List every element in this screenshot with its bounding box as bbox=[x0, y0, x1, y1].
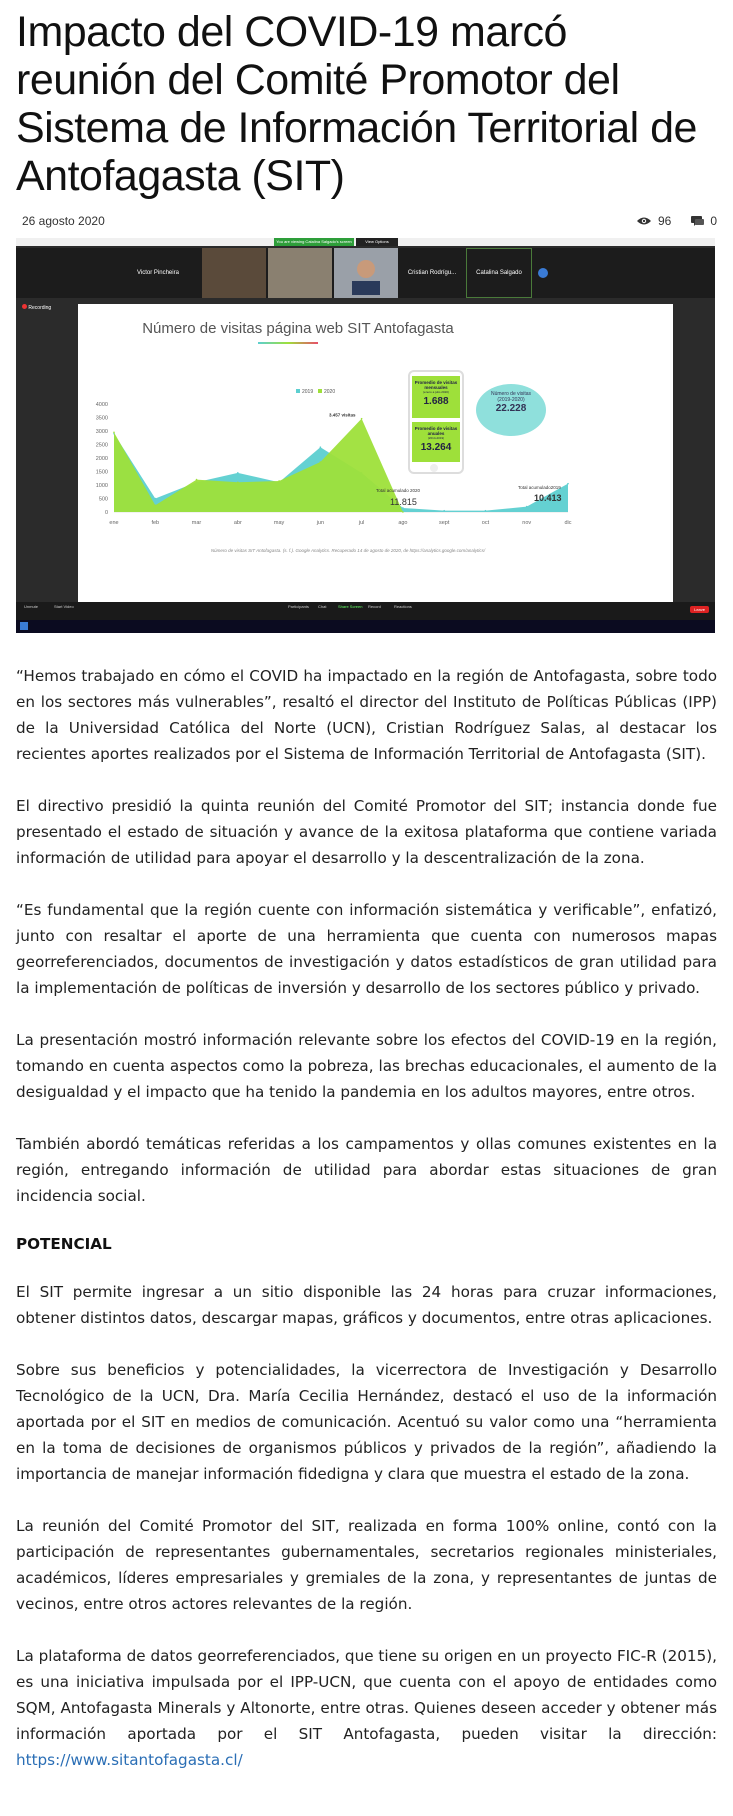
x-tick-label: dic bbox=[564, 520, 572, 526]
monthly-label: Promedio de visitas mensuales bbox=[414, 380, 458, 390]
start-video-button[interactable]: Start Video bbox=[54, 604, 74, 609]
annual-label: Promedio de visitas anuales bbox=[414, 426, 458, 436]
legend-label-2020: 2020 bbox=[324, 389, 336, 395]
paragraph: La reunión del Comité Promotor del SIT, realizada en forma 100% online, contó con la participación de representantes gubernamentales, secretarios regionales ministeriales, académicos, líderes empresariales y gremiales de la zona, y representantes de juntas de vecinos, entre otros actores relevantes de la región. bbox=[16, 1517, 717, 1613]
annual-sub: (2014-2019) bbox=[427, 436, 445, 440]
windows-start-icon[interactable] bbox=[20, 622, 28, 630]
participant-tile bbox=[202, 248, 266, 298]
section-heading: POTENCIAL bbox=[16, 1235, 112, 1253]
participants-button[interactable]: Participants bbox=[288, 604, 309, 609]
data-point-2019 bbox=[567, 483, 569, 485]
data-point-2020 bbox=[237, 482, 239, 484]
presentation-slide bbox=[78, 304, 673, 602]
data-point-2019 bbox=[526, 506, 528, 508]
participant-tile bbox=[268, 248, 332, 298]
data-point-2020 bbox=[320, 461, 322, 463]
data-point-2019 bbox=[154, 498, 156, 500]
views-count: 96 bbox=[657, 214, 672, 228]
total-2020-value: 11.815 bbox=[390, 497, 417, 507]
y-tick-label: 4000 bbox=[95, 402, 108, 408]
monthly-value: 1.688 bbox=[423, 396, 449, 407]
y-tick-label: 2500 bbox=[95, 442, 108, 449]
views-stat bbox=[636, 214, 671, 228]
data-point-2020 bbox=[278, 480, 280, 482]
leave-button[interactable]: Leave bbox=[690, 606, 709, 613]
participant-tile: Victor Pincheira bbox=[137, 270, 179, 276]
x-tick-label: feb bbox=[151, 520, 160, 526]
data-point-2020 bbox=[154, 504, 156, 506]
total-2019-value: 10.413 bbox=[534, 493, 562, 503]
bubble-label: Número de visitas bbox=[490, 391, 531, 397]
bubble-range: (2019-2020) bbox=[497, 397, 525, 403]
total-2019-label: Total acumulado2019 bbox=[518, 485, 561, 490]
bubble-value: 22.228 bbox=[495, 403, 527, 414]
x-tick-label: sept bbox=[438, 520, 450, 526]
chart-source: Número de visitas SIT Antofagasta. (s. f.). Google Analytics. Recuperado 14 de agosto de 2020, de https://analytics.google.com/analytics/ bbox=[210, 548, 486, 553]
unmute-button[interactable]: Unmute bbox=[24, 604, 39, 609]
eye-icon bbox=[636, 216, 652, 226]
y-tick-label: 1000 bbox=[95, 483, 108, 489]
visits-chart bbox=[78, 304, 673, 602]
record-button[interactable]: Record bbox=[368, 604, 381, 609]
sit-link[interactable]: https://www.sitantofagasta.cl/ bbox=[16, 1751, 243, 1769]
zoom-controls bbox=[16, 602, 715, 620]
data-point-2019 bbox=[402, 507, 404, 509]
data-point-2020 bbox=[113, 432, 115, 434]
zoom-titlebar bbox=[16, 238, 715, 246]
phone-button-icon bbox=[430, 464, 438, 472]
article-date: 26 agosto 2020 bbox=[22, 214, 105, 228]
article-title: Impacto del COVID-19 marcó reunión del Comité Promotor del Sistema de Información Territorial de Antofagasta (SIT) bbox=[16, 8, 697, 200]
chat-button[interactable]: Chat bbox=[318, 604, 327, 609]
paragraph: El SIT permite ingresar a un sitio disponible las 24 horas para cruzar informaciones, obtener distintos datos, descargar mapas, gráficos y documentos, entre otras aplicaciones. bbox=[16, 1283, 717, 1327]
legend-swatch-2020 bbox=[318, 389, 322, 393]
share-banner: You are viewing Catalina Salgado's screen bbox=[274, 238, 354, 246]
article-meta bbox=[22, 214, 717, 228]
data-point-2019 bbox=[237, 472, 239, 474]
share-screen-button[interactable]: Share Screen bbox=[338, 604, 363, 609]
article-body bbox=[16, 663, 717, 1773]
x-tick-label: may bbox=[273, 520, 285, 526]
more-participants-icon[interactable] bbox=[538, 268, 548, 278]
paragraph: El directivo presidió la quinta reunión del Comité Promotor del SIT; instancia donde fue presentado el estado de situación y avance de la exitosa plataforma que contiene variada información de utilidad para apoyar el desarrollo y la descentralización de la zona. bbox=[16, 797, 717, 867]
participant-tile: Cristian Rodrígu... bbox=[407, 270, 457, 276]
x-tick-label: jul bbox=[358, 520, 365, 526]
comments-stat[interactable] bbox=[691, 214, 717, 228]
video-strip bbox=[16, 248, 715, 298]
paragraph: “Es fundamental que la región cuente con información sistemática y verificable”, enfatizó, junto con resaltar el aporte de una herramienta que cuenta con numerosos mapas georreferenciados, documentos de investigación y datos estadísticos de gran utilidad para la implementación de políticas de inversión y desarrollo de los sectores público y privado. bbox=[16, 901, 717, 997]
annual-value: 13.264 bbox=[420, 442, 452, 453]
total-bubble bbox=[476, 384, 546, 436]
recording-indicator bbox=[22, 304, 51, 311]
y-tick-label: 0 bbox=[104, 510, 108, 516]
y-tick-label: 3000 bbox=[95, 429, 108, 435]
article-image bbox=[16, 238, 715, 633]
legend-label-2019: 2019 bbox=[302, 389, 314, 395]
peak-annotation: 3.457 visitas bbox=[329, 412, 356, 418]
data-point-2020 bbox=[361, 418, 363, 420]
x-tick-label: ene bbox=[109, 520, 119, 526]
y-tick-label: 3500 bbox=[95, 415, 108, 422]
participant-tile bbox=[334, 248, 398, 298]
y-tick-label: 1500 bbox=[95, 469, 108, 476]
participant-tile: Catalina Salgado bbox=[466, 248, 532, 298]
reactions-button[interactable]: Reactions bbox=[394, 604, 412, 609]
recording-label: Recording bbox=[28, 305, 52, 311]
x-tick-label: oct bbox=[481, 520, 490, 526]
comment-icon bbox=[691, 216, 704, 227]
view-options-button[interactable]: View Options bbox=[356, 238, 398, 246]
paragraph: Sobre sus beneficios y potencialidades, la vicerrectora de Investigación y Desarrollo Tecnológico de la UCN, Dra. María Cecilia Hernández, destacó el uso de la información aportada por el SIT en medios de comunicación. Acentuó su valor como una “herramienta en la toma de decisiones de organismos públicos y privados de la región”, añadiendo la importancia de manejar información fidedigna y clara que muestra el estado de la zona. bbox=[16, 1361, 717, 1483]
x-tick-label: jun bbox=[316, 520, 325, 526]
data-point-2020 bbox=[402, 511, 404, 513]
total-2020-label: Total acumulado 2020 bbox=[376, 488, 421, 493]
data-point-2019 bbox=[320, 446, 322, 448]
y-tick-label: 500 bbox=[98, 496, 108, 503]
paragraph: También abordó temáticas referidas a los campamentos y ollas comunes existentes en la región, entregando información de utilidad para abordar estas situaciones de gran incidencia social. bbox=[16, 1135, 717, 1205]
x-tick-label: ago bbox=[398, 520, 408, 526]
x-tick-label: abr bbox=[233, 520, 242, 526]
paragraph bbox=[16, 1643, 717, 1773]
paragraph: “Hemos trabajado en cómo el COVID ha impactado en la región de Antofagasta, sobre todo en los sectores más vulnerables”, resaltó el director del Instituto de Políticas Públicas (IPP) de la Universidad Católica del Norte (UCN), Cristian Rodríguez Salas, al destacar los recientes aportes realizados por el Sistema de Información Territorial de Antofagasta (SIT). bbox=[16, 667, 717, 763]
x-tick-label: nov bbox=[522, 520, 532, 526]
data-point-2020 bbox=[196, 479, 198, 481]
paragraph: La presentación mostró información relevante sobre los efectos del COVID-19 en la región, tomando en cuenta aspectos como la pobreza, las brechas educacionales, el aumento de la desigualdad y el impacto que ha tenido la pandemia en los adultos mayores, entre otros. bbox=[16, 1031, 717, 1101]
y-tick-label: 2000 bbox=[95, 456, 108, 462]
x-tick-label: mar bbox=[191, 520, 202, 526]
monthly-card bbox=[408, 370, 464, 474]
chart-title: Número de visitas página web SIT Antofagasta bbox=[142, 320, 454, 337]
windows-taskbar bbox=[16, 620, 715, 633]
comments-count: 0 bbox=[710, 214, 717, 228]
legend-swatch-2019 bbox=[296, 389, 300, 393]
data-point-2019 bbox=[443, 510, 445, 512]
monthly-sub: (enero a julio 2020) bbox=[423, 390, 449, 394]
data-point-2019 bbox=[485, 510, 487, 512]
paragraph-text: La plataforma de datos georreferenciados, que tiene su origen en un proyecto FIC-R (2015), es una iniciativa impulsada por el IPP-UCN, que cuenta con el apoyo de entidades como SQM, Antofagasta Minerals y Altonorte, entre otras. Quienes deseen acceder y obtener más información aportada por el SIT Antofagasta, pueden visitar la dirección: bbox=[16, 1647, 717, 1743]
